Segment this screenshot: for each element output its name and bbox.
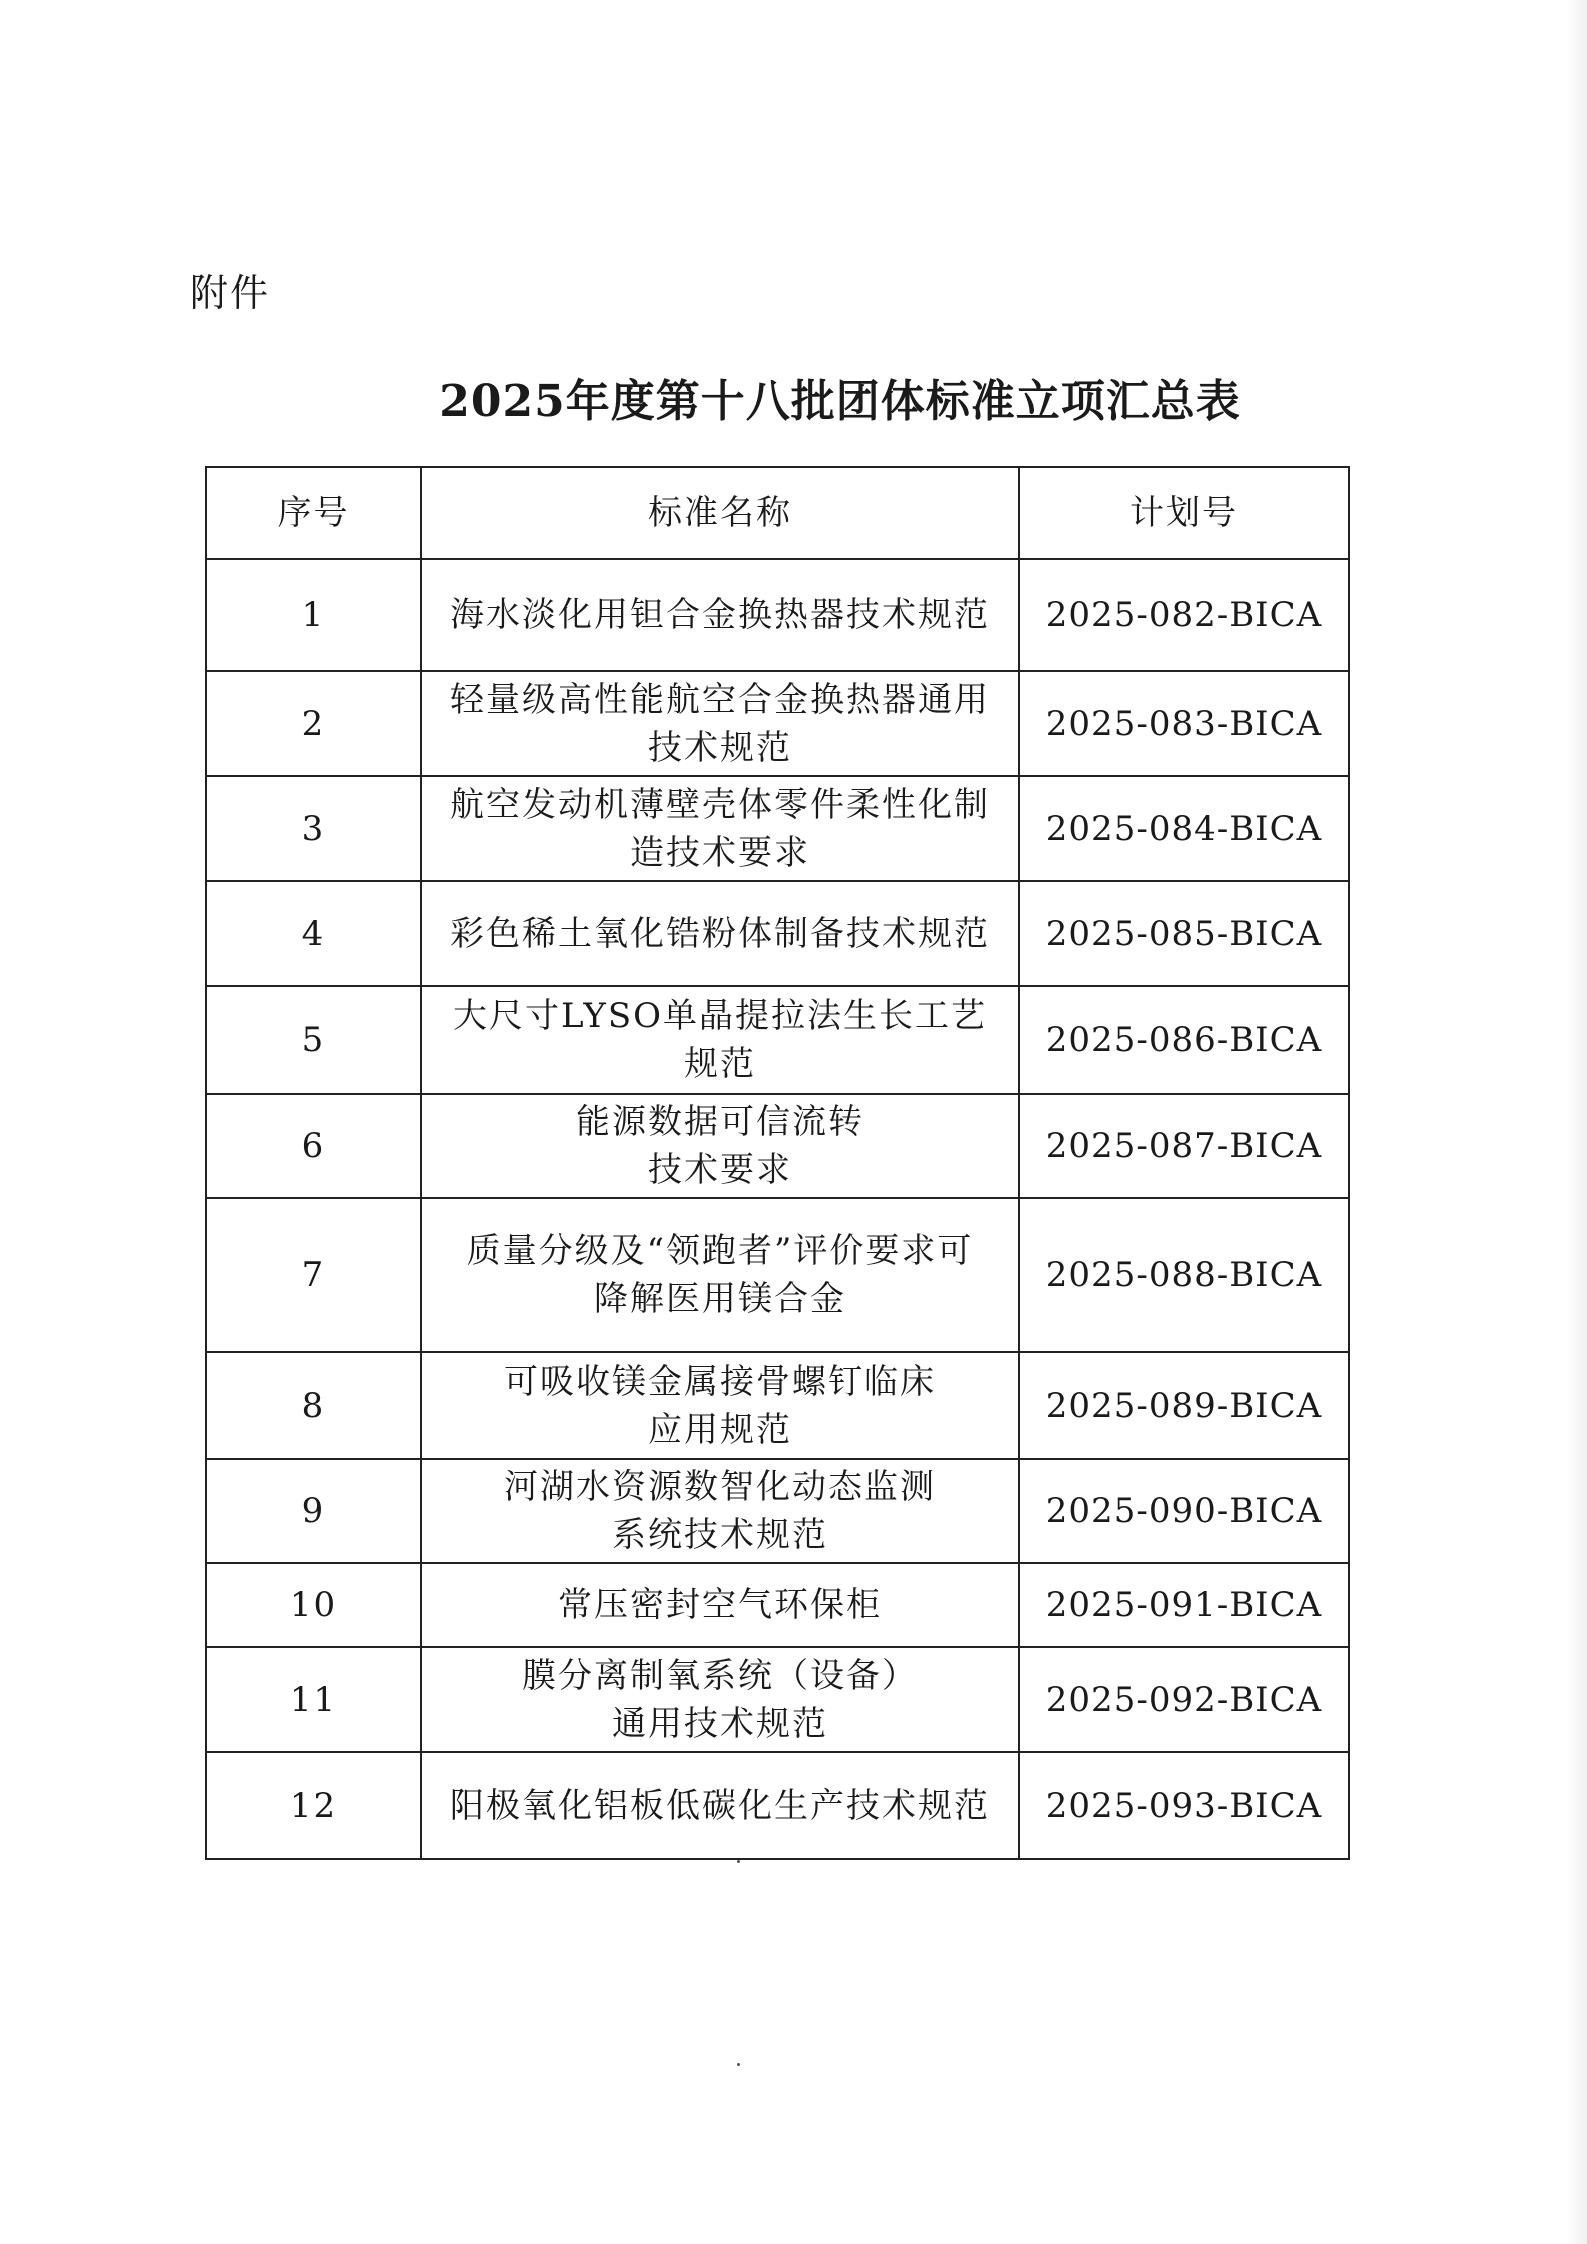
header-plan-number: 计划号 <box>1019 467 1349 559</box>
row-serial: 6 <box>206 1094 421 1198</box>
row-standard-name <box>421 1459 1019 1563</box>
standards-table-container <box>205 466 1350 1860</box>
name-line: 阳极氧化铝板低碳化生产技术规范 <box>450 1785 990 1826</box>
name-line: 轻量级高性能航空合金换热器通用 <box>450 679 990 720</box>
name-line: 技术规范 <box>648 727 792 768</box>
row-plan-number: 2025-090-BICA <box>1019 1459 1349 1563</box>
row-serial: 2 <box>206 671 421 776</box>
table-row <box>206 1752 1349 1859</box>
header-standard-name: 标准名称 <box>421 467 1019 559</box>
name-line: 降解医用镁合金 <box>594 1279 846 1319</box>
row-serial: 1 <box>206 559 421 671</box>
table-row <box>206 1563 1349 1647</box>
row-serial: 7 <box>206 1198 421 1352</box>
table-row <box>206 1094 1349 1198</box>
row-plan-number: 2025-093-BICA <box>1019 1752 1349 1859</box>
row-standard-name <box>421 559 1019 671</box>
name-line: 系统技术规范 <box>612 1515 828 1555</box>
table-row <box>206 559 1349 671</box>
row-standard-name <box>421 1352 1019 1459</box>
row-standard-name <box>421 776 1019 881</box>
header-serial-number: 序号 <box>206 467 421 559</box>
row-plan-number: 2025-092-BICA <box>1019 1647 1349 1752</box>
row-plan-number: 2025-089-BICA <box>1019 1352 1349 1459</box>
row-serial: 9 <box>206 1459 421 1563</box>
name-line: 航空发动机薄壁壳体零件柔性化制 <box>450 784 990 825</box>
table-row <box>206 671 1349 776</box>
row-standard-name <box>421 1198 1019 1352</box>
table-row <box>206 1647 1349 1752</box>
page-title: 2025年度第十八批团体标准立项汇总表 <box>439 376 1241 427</box>
name-line: 膜分离制氧系统（设备） <box>522 1655 918 1696</box>
row-serial: 10 <box>206 1563 421 1647</box>
row-plan-number: 2025-083-BICA <box>1019 671 1349 776</box>
row-serial: 3 <box>206 776 421 881</box>
name-line: 规范 <box>684 1044 756 1084</box>
row-standard-name <box>421 1094 1019 1198</box>
row-standard-name <box>421 1563 1019 1647</box>
table-row <box>206 1352 1349 1459</box>
name-line: 彩色稀土氧化锆粉体制备技术规范 <box>450 913 990 954</box>
row-serial: 5 <box>206 986 421 1094</box>
row-standard-name <box>421 1752 1019 1859</box>
row-plan-number: 2025-082-BICA <box>1019 559 1349 671</box>
name-line: 大尺寸LYSO单晶提拉法生长工艺 <box>452 996 987 1036</box>
row-plan-number: 2025-085-BICA <box>1019 881 1349 986</box>
row-plan-number: 2025-086-BICA <box>1019 986 1349 1094</box>
name-line: 质量分级及“领跑者”评价要求可 <box>466 1231 974 1271</box>
row-serial: 11 <box>206 1647 421 1752</box>
name-line: 常压密封空气环保柜 <box>558 1585 882 1625</box>
table-row <box>206 1459 1349 1563</box>
row-standard-name <box>421 986 1019 1094</box>
name-line: 应用规范 <box>648 1409 792 1450</box>
row-serial: 4 <box>206 881 421 986</box>
name-line: 技术要求 <box>648 1150 792 1190</box>
row-standard-name <box>421 881 1019 986</box>
standards-table <box>205 466 1350 1860</box>
row-plan-number: 2025-084-BICA <box>1019 776 1349 881</box>
name-line: 海水淡化用钽合金换热器技术规范 <box>450 595 990 635</box>
name-line: 能源数据可信流转 <box>576 1102 864 1142</box>
name-line: 通用技术规范 <box>612 1703 828 1744</box>
scan-edge-shadow <box>1567 0 1587 2244</box>
row-plan-number: 2025-087-BICA <box>1019 1094 1349 1198</box>
scan-speck <box>737 2063 740 2066</box>
table-row <box>206 881 1349 986</box>
row-plan-number: 2025-091-BICA <box>1019 1563 1349 1647</box>
name-line: 河湖水资源数智化动态监测 <box>504 1467 936 1507</box>
table-row <box>206 1198 1349 1352</box>
table-header-row <box>206 467 1349 559</box>
scan-speck <box>737 1860 740 1863</box>
row-serial: 8 <box>206 1352 421 1459</box>
row-standard-name <box>421 671 1019 776</box>
table-row <box>206 776 1349 881</box>
row-plan-number: 2025-088-BICA <box>1019 1198 1349 1352</box>
row-standard-name <box>421 1647 1019 1752</box>
name-line: 造技术要求 <box>630 832 810 873</box>
name-line: 可吸收镁金属接骨螺钉临床 <box>504 1361 936 1402</box>
attachment-label: 附件 <box>190 271 271 315</box>
row-serial: 12 <box>206 1752 421 1859</box>
table-row <box>206 986 1349 1094</box>
